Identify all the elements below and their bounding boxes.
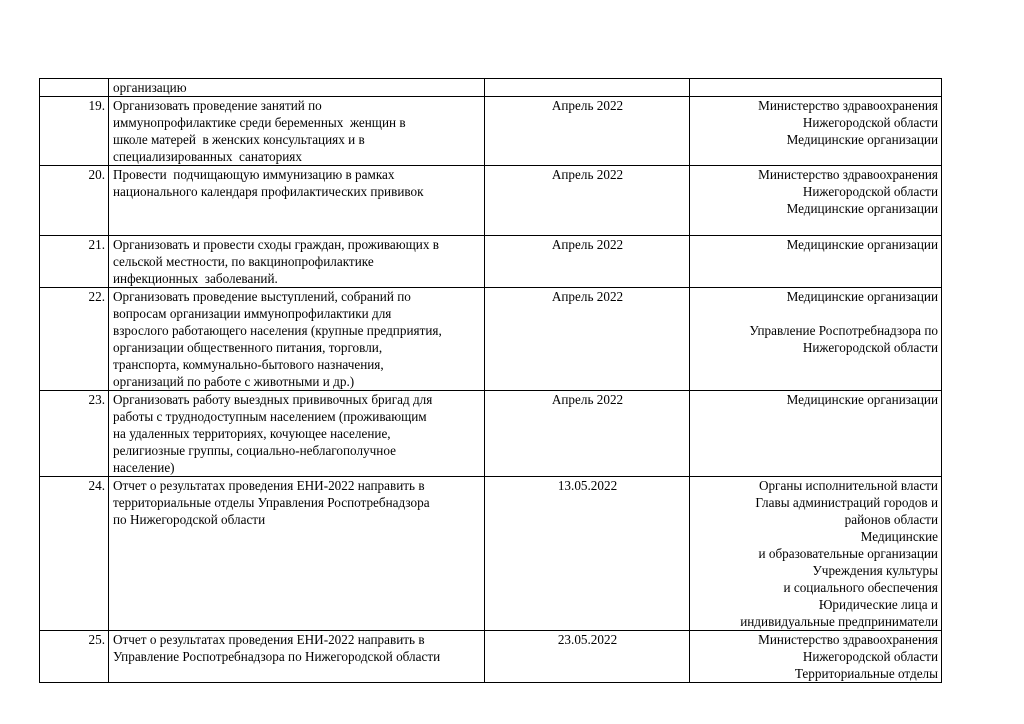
task-text-line: организации общественного питания, торговли, <box>113 340 383 355</box>
task-text-line: транспорта, коммунально-бытового назначения, <box>113 357 384 372</box>
responsible-text-line: Нижегородской области <box>802 115 938 130</box>
responsible-text-line: Нижегородской области <box>802 184 938 199</box>
deadline-cell: 13.05.2022 <box>485 477 690 631</box>
task-text-line: на удаленных территориях, кочующее население, <box>113 426 391 441</box>
responsible-cell <box>690 97 942 166</box>
task-text-line: организаций по работе с животными и др.) <box>113 374 355 389</box>
blank-line <box>694 305 938 322</box>
responsible-text-line: районов области <box>844 512 938 527</box>
responsible-text-line: Учреждения культуры <box>812 563 938 578</box>
task-cell <box>109 477 485 631</box>
table-row <box>40 236 942 288</box>
row-number: 23. <box>40 391 109 477</box>
row-number: 24. <box>40 477 109 631</box>
responsible-text-line: Министерство здравоохранения <box>758 98 938 113</box>
deadline-cell: Апрель 2022 <box>485 166 690 236</box>
task-text-line: по Нижегородской области <box>113 512 266 527</box>
task-cell <box>109 391 485 477</box>
responsible-text-line: и социального обеспечения <box>783 580 938 595</box>
table-row <box>40 631 942 683</box>
task-text-line: Организовать работу выездных прививочных бригад для <box>113 392 433 407</box>
task-text-line: религиозные группы, социально-неблагополучное <box>113 443 396 458</box>
task-text-line: Организовать проведение выступлений, собраний по <box>113 289 411 304</box>
responsible-text-line: Медицинские <box>860 529 938 544</box>
responsible-text-line: индивидуальные предприниматели <box>740 614 938 629</box>
responsible-text-line: Нижегородской области <box>802 649 938 664</box>
row-number: 19. <box>40 97 109 166</box>
deadline-cell: Апрель 2022 <box>485 236 690 288</box>
task-cell <box>109 236 485 288</box>
task-text-line: Провести подчищающую иммунизацию в рамках <box>113 167 395 182</box>
deadline-cell: Апрель 2022 <box>485 97 690 166</box>
table-row <box>40 166 942 236</box>
task-text-line: население) <box>113 460 175 475</box>
task-text-line: специализированных санаториях <box>113 149 302 164</box>
row-number: 21. <box>40 236 109 288</box>
task-text-line: Управление Роспотребнадзора по Нижегородской области <box>113 649 441 664</box>
task-text-line: Отчет о результатах проведения ЕНИ-2022 направить в <box>113 478 425 493</box>
responsible-cell <box>690 631 942 683</box>
responsible-cell <box>690 79 942 97</box>
responsible-cell <box>690 477 942 631</box>
task-text-line: Отчет о результатах проведения ЕНИ-2022 направить в <box>113 632 425 647</box>
plan-table <box>39 78 942 683</box>
task-text-line: инфекционных заболеваний. <box>113 271 278 286</box>
table-row <box>40 477 942 631</box>
responsible-cell <box>690 288 942 391</box>
deadline-cell <box>485 79 690 97</box>
task-text-line: работы с труднодоступным населением (проживающим <box>113 409 427 424</box>
responsible-text-line: Медицинские организации <box>786 201 938 216</box>
table-row <box>40 288 942 391</box>
responsible-text-line: Территориальные отделы <box>794 666 938 681</box>
responsible-text-line: Нижегородской области <box>802 340 938 355</box>
task-text-line: территориальные отделы Управления Роспотребнадзора <box>113 495 430 510</box>
responsible-text-line: Медицинские организации <box>786 237 938 252</box>
responsible-text-line: Медицинские организации <box>786 392 938 407</box>
task-text-line: Организовать и провести сходы граждан, проживающих в <box>113 237 439 252</box>
row-number <box>40 79 109 97</box>
table-row <box>40 97 942 166</box>
task-text-line: организацию <box>113 80 187 95</box>
row-number: 25. <box>40 631 109 683</box>
responsible-text-line: и образовательные организации <box>758 546 938 561</box>
responsible-text-line: Управление Роспотребнадзора по <box>749 323 938 338</box>
responsible-text-line: Юридические лица и <box>818 597 938 612</box>
responsible-text-line: Медицинские организации <box>786 289 938 304</box>
responsible-cell <box>690 166 942 236</box>
table-row <box>40 79 942 97</box>
plan-table-body <box>40 79 942 683</box>
task-cell <box>109 631 485 683</box>
task-cell <box>109 166 485 236</box>
responsible-text-line: Министерство здравоохранения <box>758 632 938 647</box>
task-text-line: школе матерей в женских консультациях и в <box>113 132 365 147</box>
responsible-text-line: Главы администраций городов и <box>755 495 938 510</box>
task-text-line: иммунопрофилактике среди беременных женщин в <box>113 115 406 130</box>
responsible-cell <box>690 236 942 288</box>
responsible-text-line: Медицинские организации <box>786 132 938 147</box>
deadline-cell: Апрель 2022 <box>485 391 690 477</box>
task-text-line: сельской местности, по вакцинопрофилактике <box>113 254 374 269</box>
responsible-text-line: Органы исполнительной власти <box>758 478 938 493</box>
task-cell <box>109 79 485 97</box>
task-text-line: вопросам организации иммунопрофилактики для <box>113 306 392 321</box>
row-number: 20. <box>40 166 109 236</box>
deadline-cell: Апрель 2022 <box>485 288 690 391</box>
task-cell <box>109 288 485 391</box>
task-text-line: Организовать проведение занятий по <box>113 98 322 113</box>
task-text-line: взрослого работающего населения (крупные предприятия, <box>113 323 442 338</box>
row-number: 22. <box>40 288 109 391</box>
responsible-text-line: Министерство здравоохранения <box>758 167 938 182</box>
responsible-cell <box>690 391 942 477</box>
task-cell <box>109 97 485 166</box>
table-row <box>40 391 942 477</box>
deadline-cell: 23.05.2022 <box>485 631 690 683</box>
task-text-line: национального календаря профилактических прививок <box>113 184 424 199</box>
